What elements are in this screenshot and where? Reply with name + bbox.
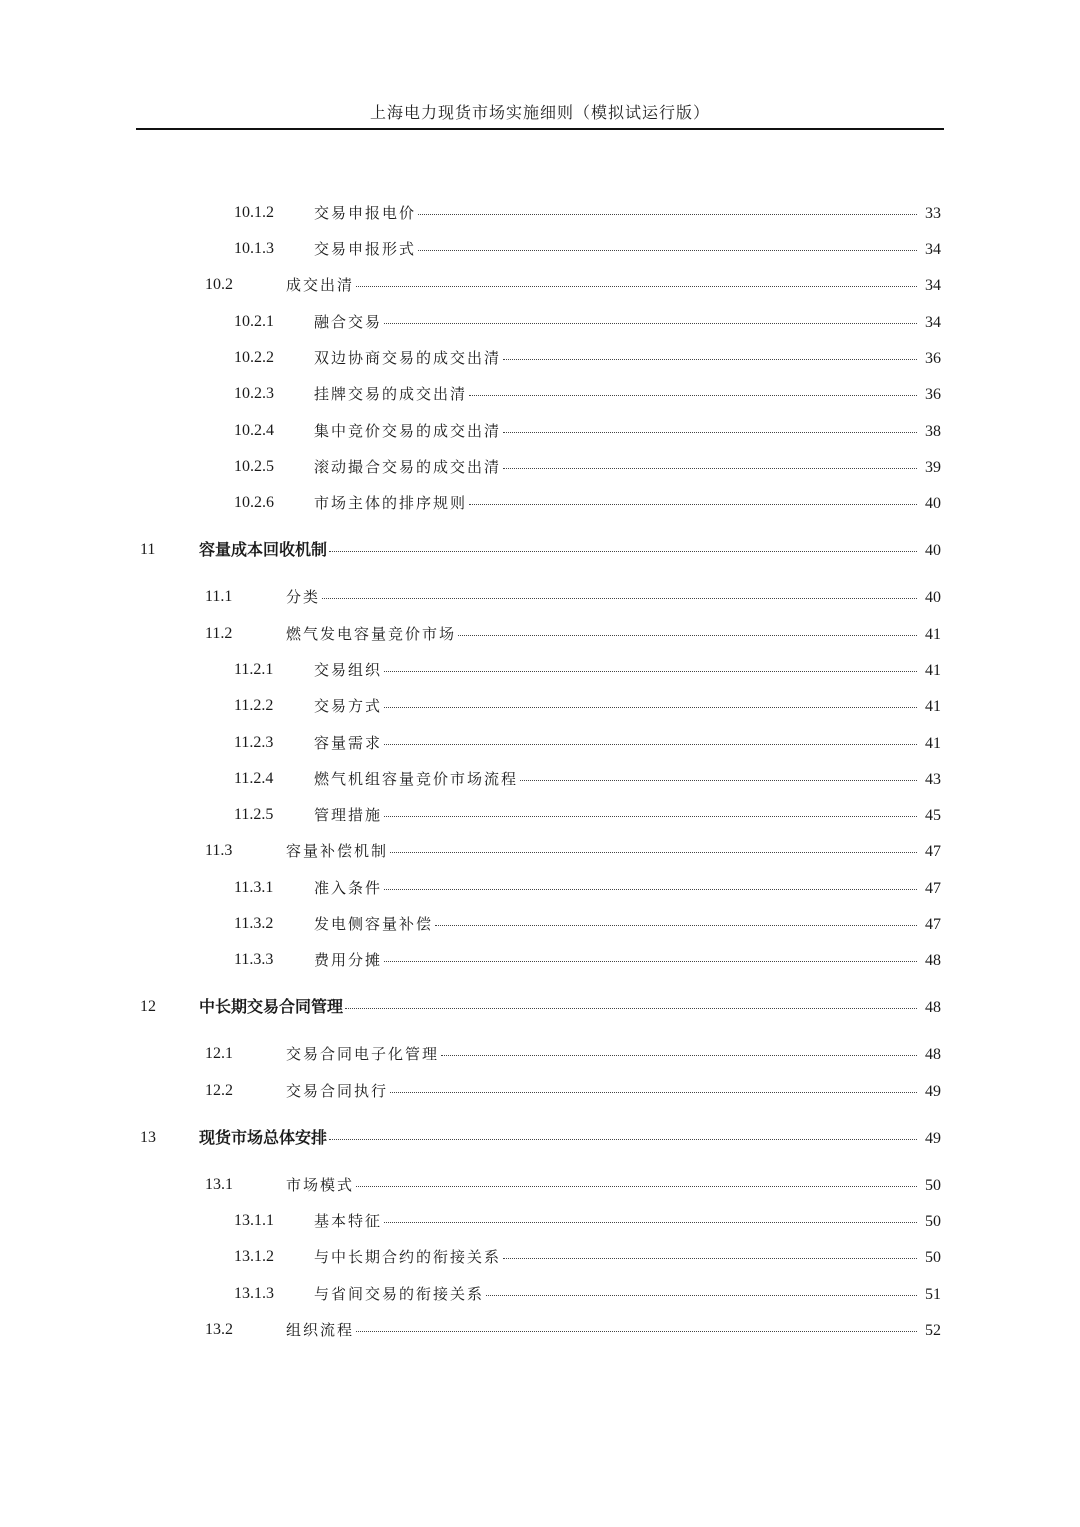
toc-entry-number: 13.1 [205,1176,233,1193]
toc-dot-leader [503,1258,917,1259]
toc-entry-title: 现货市场总体安排 [199,1128,328,1147]
toc-entry-number: 11.2.3 [234,734,274,751]
toc-entry-number: 11.3.2 [234,915,274,932]
toc-entry-number: 11.2.2 [234,697,274,714]
toc-entry-title: 融合交易 [314,313,383,331]
toc-entry[interactable] [234,346,941,370]
toc-entry[interactable] [205,1079,941,1103]
toc-entry-body [314,491,941,516]
toc-entry-page: 40 [925,542,941,559]
toc-entry[interactable] [234,731,941,755]
toc-entry[interactable] [205,622,941,646]
toc-entry[interactable] [140,538,941,562]
toc-entry-title: 燃气机组容量竞价市场流程 [314,770,519,788]
toc-entry-title: 与省间交易的衔接关系 [314,1285,485,1303]
toc-dot-leader [435,925,917,926]
toc-entry-body [314,346,941,371]
toc-entry[interactable] [234,767,941,791]
toc-entry-page: 41 [925,698,941,715]
toc-entry[interactable] [234,912,941,936]
toc-entry-page: 50 [925,1213,941,1230]
toc-entry-number: 11.3.3 [234,951,274,968]
toc-entry-number: 11.2.4 [234,770,274,787]
toc-entry-title: 集中竞价交易的成交出清 [314,422,502,440]
toc-entry-body [286,622,941,647]
toc-entry-page: 39 [925,459,941,476]
toc-entry-number: 13.1.3 [234,1285,274,1302]
toc-entry-number: 10.1.2 [234,204,274,221]
toc-entry-page: 50 [925,1177,941,1194]
toc-dot-leader [356,286,917,287]
toc-dot-leader [503,359,917,360]
toc-entry-body [314,658,941,683]
toc-entry[interactable] [205,1318,941,1342]
toc-entry-page: 41 [925,735,941,752]
toc-entry-body [286,273,941,298]
toc-dot-leader [384,889,917,890]
toc-entry-title: 挂牌交易的成交出清 [314,385,468,403]
toc-entry-title: 交易合同电子化管理 [286,1045,440,1063]
toc-entry-page: 40 [925,589,941,606]
toc-entry-page: 49 [925,1130,941,1147]
toc-entry-body [199,995,941,1020]
toc-entry[interactable] [234,201,941,225]
toc-dot-leader [418,214,917,215]
toc-dot-leader [384,1222,917,1223]
toc-entry-page: 36 [925,350,941,367]
toc-entry-number: 11 [140,541,156,558]
toc-entry-page: 34 [925,241,941,258]
running-header: 上海电力现货市场实施细则（模拟试运行版） [369,103,710,122]
toc-entry-title: 交易合同执行 [286,1082,389,1100]
toc-entry-number: 13.2 [205,1321,233,1338]
toc-dot-leader [329,1139,917,1140]
toc-entry[interactable] [234,491,941,515]
toc-entry-body [314,731,941,756]
toc-entry-number: 12.2 [205,1082,233,1099]
toc-entry-body [314,310,941,335]
toc-entry-page: 41 [925,662,941,679]
toc-entry-body [314,876,941,901]
toc-dot-leader [322,598,917,599]
toc-entry-body [199,538,941,563]
toc-dot-leader [329,551,917,552]
toc-entry-number: 11.2 [205,625,233,642]
toc-entry-page: 33 [925,205,941,222]
toc-entry[interactable] [234,237,941,261]
toc-dot-leader [390,852,917,853]
toc-entry-title: 滚动撮合交易的成交出清 [314,458,502,476]
toc-dot-leader [503,432,917,433]
toc-entry-page: 49 [925,1083,941,1100]
toc-entry-title: 市场主体的排序规则 [314,494,468,512]
toc-entry-title: 交易申报形式 [314,240,417,258]
toc-dot-leader [418,250,917,251]
toc-dot-leader [390,1092,917,1093]
toc-entry-body [314,1245,941,1270]
toc-entry-body [314,237,941,262]
toc-entry-number: 13 [140,1129,156,1146]
toc-entry-body [286,1042,941,1067]
toc-entry-page: 51 [925,1286,941,1303]
toc-entry-number: 11.2.5 [234,806,274,823]
toc-entry[interactable] [234,382,941,406]
toc-entry-page: 47 [925,880,941,897]
toc-entry-page: 43 [925,771,941,788]
toc-entry-body [314,1282,941,1307]
toc-entry-title: 双边协商交易的成交出清 [314,349,502,367]
toc-entry-number: 12 [140,998,156,1015]
toc-entry-title: 交易组织 [314,661,383,679]
toc-dot-leader [520,780,917,781]
toc-entry-number: 11.2.1 [234,661,274,678]
toc-entry-title: 中长期交易合同管理 [199,997,344,1016]
toc-entry-title: 成交出清 [286,276,355,294]
toc-entry-number: 10.2.5 [234,458,274,475]
toc-entry[interactable] [234,1209,941,1233]
toc-entry-page: 36 [925,386,941,403]
toc-entry-page: 38 [925,423,941,440]
toc-entry-page: 47 [925,916,941,933]
toc-entry-title: 容量成本回收机制 [199,540,328,559]
toc-entry[interactable] [205,273,941,297]
toc-entry[interactable] [234,419,941,443]
toc-dot-leader [469,504,917,505]
toc-entry-page: 48 [925,952,941,969]
toc-entry[interactable] [140,995,941,1019]
toc-dot-leader [384,671,917,672]
toc-entry-body [314,803,941,828]
toc-entry[interactable] [234,1282,941,1306]
toc-entry-page: 40 [925,495,941,512]
toc-entry-page: 52 [925,1322,941,1339]
toc-entry[interactable] [234,1245,941,1269]
toc-entry-number: 13.1.2 [234,1248,274,1265]
toc-entry-title: 管理措施 [314,806,383,824]
toc-entry[interactable] [205,1042,941,1066]
toc-entry-page: 34 [925,314,941,331]
toc-entry[interactable] [234,694,941,718]
toc-entry[interactable] [140,1126,941,1150]
toc-dot-leader [503,468,917,469]
toc-entry-number: 10.2 [205,276,233,293]
toc-entry-body [199,1126,941,1151]
toc-entry-title: 交易申报电价 [314,204,417,222]
toc-entry-title: 容量补偿机制 [286,842,389,860]
toc-entry[interactable] [234,803,941,827]
toc-dot-leader [469,395,917,396]
toc-entry-body [314,419,941,444]
toc-dot-leader [384,744,917,745]
toc-entry[interactable] [205,1173,941,1197]
toc-entry-number: 10.2.1 [234,313,274,330]
toc-entry-title: 与中长期合约的衔接关系 [314,1248,502,1266]
toc-entry-page: 34 [925,277,941,294]
toc-entry-body [314,767,941,792]
toc-dot-leader [441,1055,917,1056]
toc-entry-body [314,455,941,480]
toc-entry-page: 41 [925,626,941,643]
toc-entry-page: 48 [925,1046,941,1063]
toc-dot-leader [486,1295,917,1296]
toc-entry-title: 费用分摊 [314,951,383,969]
toc-entry-number: 10.2.2 [234,349,274,366]
toc-entry[interactable] [234,876,941,900]
toc-entry[interactable] [234,455,941,479]
toc-entry-body [286,1079,941,1104]
toc-entry-title: 燃气发电容量竞价市场 [286,625,457,643]
toc-entry-body [286,1318,941,1343]
toc-entry-title: 组织流程 [286,1321,355,1339]
toc-entry-number: 13.1.1 [234,1212,274,1229]
toc-dot-leader [356,1331,917,1332]
toc-entry-title: 市场模式 [286,1176,355,1194]
toc-entry[interactable] [234,948,941,972]
toc-dot-leader [384,961,917,962]
toc-entry-title: 准入条件 [314,879,383,897]
toc-entry-title: 容量需求 [314,734,383,752]
toc-entry-body [314,1209,941,1234]
toc-entry-body [314,382,941,407]
toc-entry-body [286,585,941,610]
toc-entry-page: 45 [925,807,941,824]
toc-dot-leader [384,707,917,708]
toc-entry-title: 发电侧容量补偿 [314,915,434,933]
toc-dot-leader [458,635,917,636]
toc-entry-number: 11.1 [205,588,233,605]
toc-entry-body [286,839,941,864]
toc-entry[interactable] [205,585,941,609]
toc-entry-body [286,1173,941,1198]
toc-entry-number: 10.2.3 [234,385,274,402]
toc-entry-page: 48 [925,999,941,1016]
toc-entry-number: 12.1 [205,1045,233,1062]
toc-dot-leader [356,1186,917,1187]
toc-dot-leader [345,1008,917,1009]
toc-entry-number: 11.3.1 [234,879,274,896]
toc-entry-number: 11.3 [205,842,233,859]
toc-entry-body [314,201,941,226]
toc-dot-leader [384,323,917,324]
toc-entry[interactable] [234,658,941,682]
toc-entry[interactable] [205,839,941,863]
toc-entry-title: 分类 [286,588,321,606]
toc-entry-body [314,912,941,937]
toc-entry-body [314,948,941,973]
toc-entry-page: 47 [925,843,941,860]
toc-entry-number: 10.1.3 [234,240,274,257]
toc-entry-number: 10.2.4 [234,422,274,439]
toc-entry-number: 10.2.6 [234,494,274,511]
toc-entry-body [314,694,941,719]
toc-entry-title: 基本特征 [314,1212,383,1230]
toc-entry-title: 交易方式 [314,697,383,715]
toc-dot-leader [384,816,917,817]
toc-entry[interactable] [234,310,941,334]
toc-entry-page: 50 [925,1249,941,1266]
